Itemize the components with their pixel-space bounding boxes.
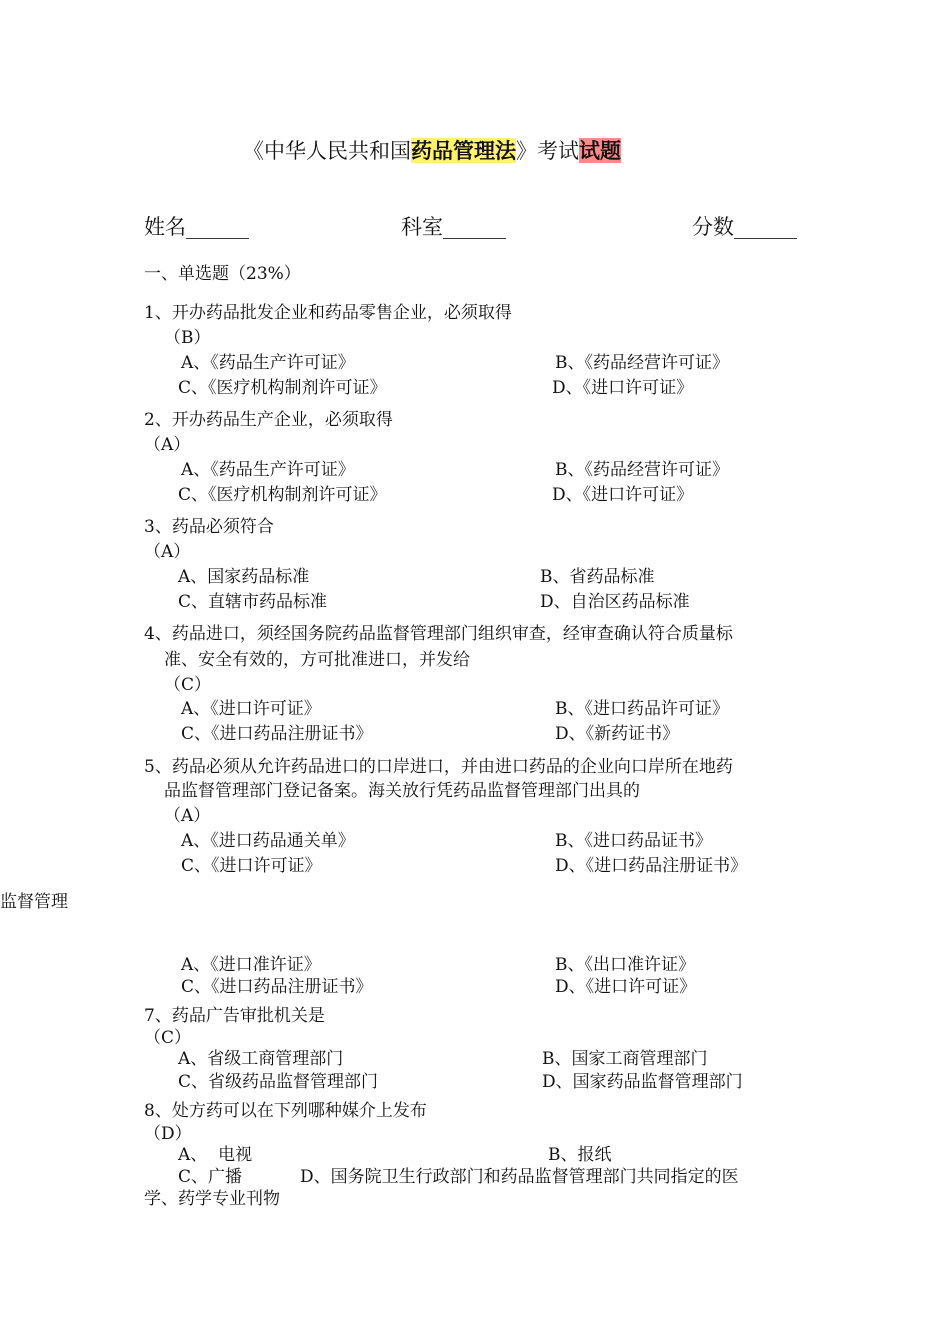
- q7-stem: 7、药品广告审批机关是: [144, 1006, 325, 1026]
- q8-option-b: B、报纸: [548, 1145, 612, 1165]
- q3-answer: （A）: [144, 542, 191, 562]
- q7-option-c: C、省级药品监督管理部门: [178, 1072, 379, 1092]
- q8-option-c: C、广播: [178, 1167, 243, 1187]
- q3-option-a: A、国家药品标准: [178, 567, 310, 587]
- q3-option-d: D、自治区药品标准: [540, 592, 690, 612]
- q1-option-d: D、《进口许可证》: [552, 378, 694, 398]
- q1-option-a: A、《药品生产许可证》: [181, 353, 355, 373]
- q4-option-d: D、《新药证书》: [555, 724, 680, 744]
- q2-option-d: D、《进口许可证》: [552, 485, 694, 505]
- dept-field: 科室______: [401, 215, 506, 239]
- title-prefix: 《中华人民共和国: [243, 139, 411, 163]
- q8-answer: （D）: [144, 1124, 192, 1144]
- q4-answer: （C）: [164, 675, 212, 695]
- q7-option-a: A、省级工商管理部门: [178, 1049, 344, 1069]
- q5-stem-line2: 品监督管理部门登记备案。海关放行凭药品监督管理部门出具的: [164, 781, 640, 801]
- q6-option-b: B、《出口准许证》: [555, 955, 695, 975]
- q1-stem: 1、开办药品批发企业和药品零售企业，必须取得: [144, 303, 512, 323]
- q8-stem: 8、处方药可以在下列哪种媒介上发布: [144, 1101, 427, 1121]
- q4-option-b: B、《进口药品许可证》: [555, 699, 729, 719]
- q5-option-c: C、《进口许可证》: [181, 856, 322, 876]
- q3-option-b: B、省药品标准: [540, 567, 655, 587]
- title-mid: 》考试: [516, 139, 579, 163]
- q8-option-d-line2: 学、药学专业刊物: [144, 1189, 280, 1209]
- q6-option-c: C、《进口药品注册证书》: [181, 977, 373, 997]
- q5-option-a: A、《进口药品通关单》: [181, 831, 355, 851]
- q5-option-d: D、《进口药品注册证书》: [555, 856, 748, 876]
- section-heading: 一、单选题（23%）: [144, 264, 301, 284]
- q2-answer: （A）: [144, 435, 191, 455]
- q1-option-c: C、《医疗机构制剂许可证》: [178, 378, 387, 398]
- title-highlight-law: 药品管理法: [411, 138, 516, 163]
- q2-option-b: B、《药品经营许可证》: [555, 460, 729, 480]
- q4-stem-line2: 准、安全有效的，方可批准进口，并发给: [164, 650, 470, 670]
- q5-option-b: B、《进口药品证书》: [555, 831, 712, 851]
- q3-stem: 3、药品必须符合: [144, 517, 274, 537]
- q2-stem: 2、开办药品生产企业，必须取得: [144, 410, 393, 430]
- q7-option-b: B、国家工商管理部门: [542, 1049, 708, 1069]
- q4-option-c: C、《进口药品注册证书》: [181, 724, 373, 744]
- q6-option-a: A、《进口准许证》: [181, 955, 321, 975]
- q6-option-d: D、《进口许可证》: [555, 977, 697, 997]
- q8-option-a: A、 电视: [178, 1145, 253, 1165]
- text-fragment: 监督管理: [0, 892, 68, 912]
- title-highlight-exam: 试题: [579, 138, 621, 163]
- score-field: 分数______: [692, 215, 797, 239]
- q1-answer: （B）: [164, 328, 211, 348]
- q2-option-c: C、《医疗机构制剂许可证》: [178, 485, 387, 505]
- q4-stem-line1: 4、药品进口，须经国务院药品监督管理部门组织审查，经审查确认符合质量标: [144, 624, 733, 644]
- q7-option-d: D、国家药品监督管理部门: [542, 1072, 743, 1092]
- document-title: [243, 136, 621, 166]
- q7-answer: （C）: [144, 1028, 192, 1048]
- name-field: 姓名______: [144, 215, 249, 239]
- q2-option-a: A、《药品生产许可证》: [181, 460, 355, 480]
- q4-option-a: A、《进口许可证》: [181, 699, 321, 719]
- q3-option-c: C、直辖市药品标准: [178, 592, 328, 612]
- q8-option-d-line1: D、国务院卫生行政部门和药品监督管理部门共同指定的医: [300, 1167, 739, 1187]
- q1-option-b: B、《药品经营许可证》: [555, 353, 729, 373]
- q5-stem-line1: 5、药品必须从允许药品进口的口岸进口，并由进口药品的企业向口岸所在地药: [144, 757, 733, 777]
- q5-answer: （A）: [164, 806, 211, 826]
